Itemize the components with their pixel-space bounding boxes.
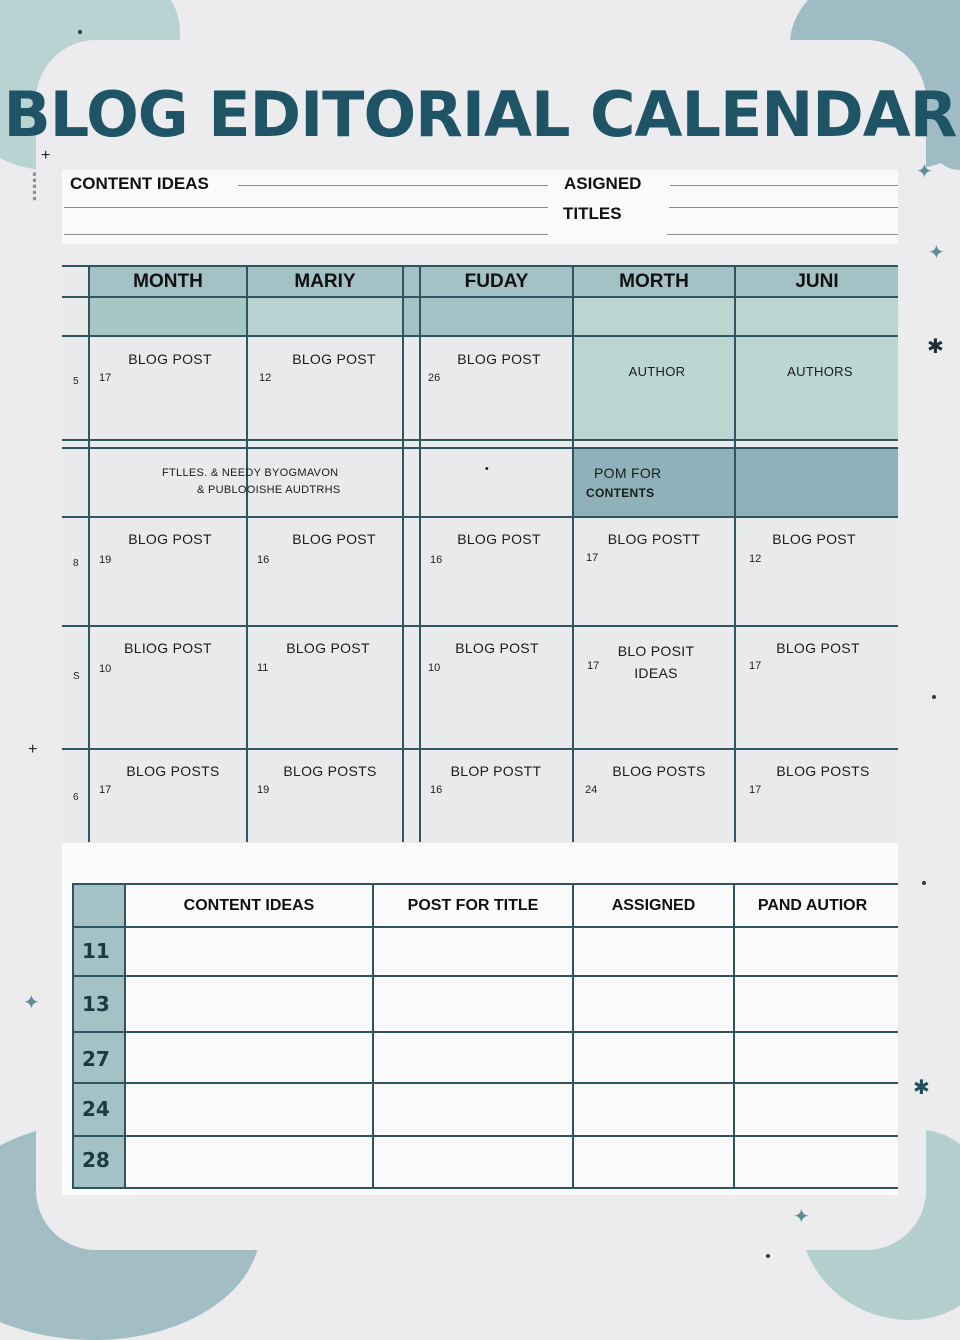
content-ideas-line[interactable]: [238, 185, 548, 186]
table-header: CONTENT IDEAS: [183, 897, 315, 914]
week-number: 6: [73, 792, 79, 803]
titles-label: TITLES: [563, 204, 622, 223]
date-number: 17: [749, 660, 762, 672]
date-number: 19: [257, 784, 270, 796]
dot-decor: [78, 30, 82, 34]
calendar-cell-label[interactable]: BLOG POST: [457, 351, 541, 367]
content-ideas-line-2[interactable]: [64, 207, 548, 208]
grid-line: [62, 439, 898, 441]
star-icon: ✱: [913, 1077, 930, 1099]
week-number: S: [73, 671, 80, 682]
dot-decor: [766, 1254, 770, 1258]
calendar-cell-label[interactable]: BLOG POST: [128, 531, 212, 547]
table-header: ASSIGNED: [611, 897, 696, 914]
calendar-cell-label[interactable]: BLOP POSTT: [450, 763, 542, 779]
note-line: & PUBLOOISHE AUDTRHS: [197, 484, 341, 496]
week-number: 5: [73, 376, 79, 387]
sparkle-icon: ✦: [916, 161, 933, 183]
column-header: MONTH: [133, 271, 203, 292]
content-ideas-label: CONTENT IDEAS: [70, 174, 209, 193]
table-row-number: 28: [82, 1148, 110, 1172]
content-table: [72, 883, 898, 1189]
table-row-number: 27: [82, 1047, 110, 1071]
post-for-cell[interactable]: [586, 463, 696, 503]
column-header: MARIY: [294, 271, 356, 292]
table-line: [124, 883, 126, 1189]
date-number: 17: [587, 660, 600, 672]
date-number: 26: [428, 372, 441, 384]
dot-marker: •: [484, 463, 490, 475]
grid-line: [62, 516, 898, 518]
calendar-cell-label[interactable]: BLOG POSTT: [607, 531, 701, 547]
dot-decor: [932, 695, 936, 699]
grid-line: [62, 748, 898, 750]
date-number: 16: [430, 784, 443, 796]
calendar-cell-label[interactable]: BLOG POST: [292, 531, 376, 547]
shade-cell: [89, 297, 247, 336]
date-number: 24: [585, 784, 598, 796]
calendar-cell-label[interactable]: BLOG POST: [455, 640, 539, 656]
calendar-cell-label[interactable]: BLOG POSTS: [612, 763, 706, 779]
date-number: 12: [259, 372, 272, 384]
author-cell-label[interactable]: AUTHORS: [787, 364, 853, 379]
date-number: 16: [257, 554, 270, 566]
calendar-cell-label[interactable]: BLOG POST: [772, 531, 856, 547]
side-marks: ≡≡≡≡≡: [30, 172, 37, 203]
date-number: 17: [99, 372, 112, 384]
calendar-cell-label[interactable]: BLOG POSTS: [283, 763, 377, 779]
table-row-number: 11: [82, 939, 110, 963]
date-number: 17: [99, 784, 112, 796]
titles-line-2[interactable]: [667, 234, 898, 235]
table-line: [72, 1031, 898, 1033]
table-line: [733, 883, 735, 1189]
grid-line: [62, 335, 898, 337]
calendar-cell-label[interactable]: BLOG POST: [286, 640, 370, 656]
table-line: [72, 1187, 898, 1189]
date-number: 17: [749, 784, 762, 796]
plus-icon: +: [28, 741, 38, 758]
table-line: [72, 975, 898, 977]
publishing-note[interactable]: [162, 465, 382, 499]
column-header: MORTH: [619, 271, 689, 292]
date-number: 10: [428, 662, 441, 674]
calendar-cell-label[interactable]: BLOG POSTS: [776, 763, 870, 779]
note-line: FTLLES. & NEEDY BYOGMAVON: [162, 467, 339, 479]
table-line: [72, 1082, 898, 1084]
titles-line[interactable]: [669, 207, 898, 208]
table-line: [72, 1135, 898, 1137]
header-info-panel: [62, 170, 898, 244]
table-header: POST FOR TITLE: [407, 897, 539, 914]
table-line: [572, 883, 574, 1189]
table-line: [372, 883, 374, 1189]
author-cell-label[interactable]: AUTHOR: [628, 364, 686, 379]
table-row-number: 24: [82, 1097, 110, 1121]
calendar-cell-label[interactable]: BLOG POST: [292, 351, 376, 367]
calendar-grid: [62, 265, 898, 842]
star-icon: ✱: [927, 336, 944, 358]
calendar-cell-label[interactable]: BLOG POST: [457, 531, 541, 547]
assigned-line[interactable]: [670, 185, 898, 186]
calendar-cell-label[interactable]: BLOG POSTS: [126, 763, 220, 779]
date-number: 17: [586, 552, 599, 564]
week-number: 8: [73, 558, 79, 569]
assigned-label: ASIGNED: [564, 174, 642, 193]
calendar-cell-label[interactable]: BLOG POST: [128, 351, 212, 367]
date-number: 10: [99, 663, 112, 675]
calendar-cell-label[interactable]: BLOG POST: [776, 640, 860, 656]
post-for-line: POM FOR: [594, 465, 662, 481]
grid-line: [62, 625, 898, 627]
table-row-number: 13: [82, 992, 110, 1016]
column-header: JUNI: [795, 271, 839, 292]
shade-cell: [403, 297, 573, 336]
sparkle-icon: ✦: [928, 242, 945, 264]
date-number: 12: [749, 553, 762, 565]
sparkle-icon: ✦: [23, 992, 40, 1014]
table-line: [72, 883, 74, 1189]
sparkle-icon: ✦: [793, 1206, 810, 1228]
column-header: FUDAY: [464, 271, 529, 292]
shade-cell: [247, 297, 403, 336]
calendar-cell-label[interactable]: BLO POSIT IDEAS: [617, 643, 695, 681]
dot-decor: [922, 881, 926, 885]
date-number: 11: [257, 662, 269, 674]
table-header: PAND AUTIOR: [757, 897, 868, 914]
plus-icon: +: [41, 147, 51, 164]
content-ideas-line-3[interactable]: [64, 234, 548, 235]
grid-line: [734, 265, 736, 842]
date-number: 19: [99, 554, 112, 566]
grid-line: [62, 447, 898, 449]
page-title: BLOG EDITORIAL CALENDAR: [3, 78, 957, 151]
date-number: 16: [430, 554, 443, 566]
row-number-column: [72, 883, 125, 1189]
calendar-cell-label[interactable]: BLIOG POST: [124, 640, 212, 656]
post-for-line: CONTENTS: [586, 486, 655, 500]
